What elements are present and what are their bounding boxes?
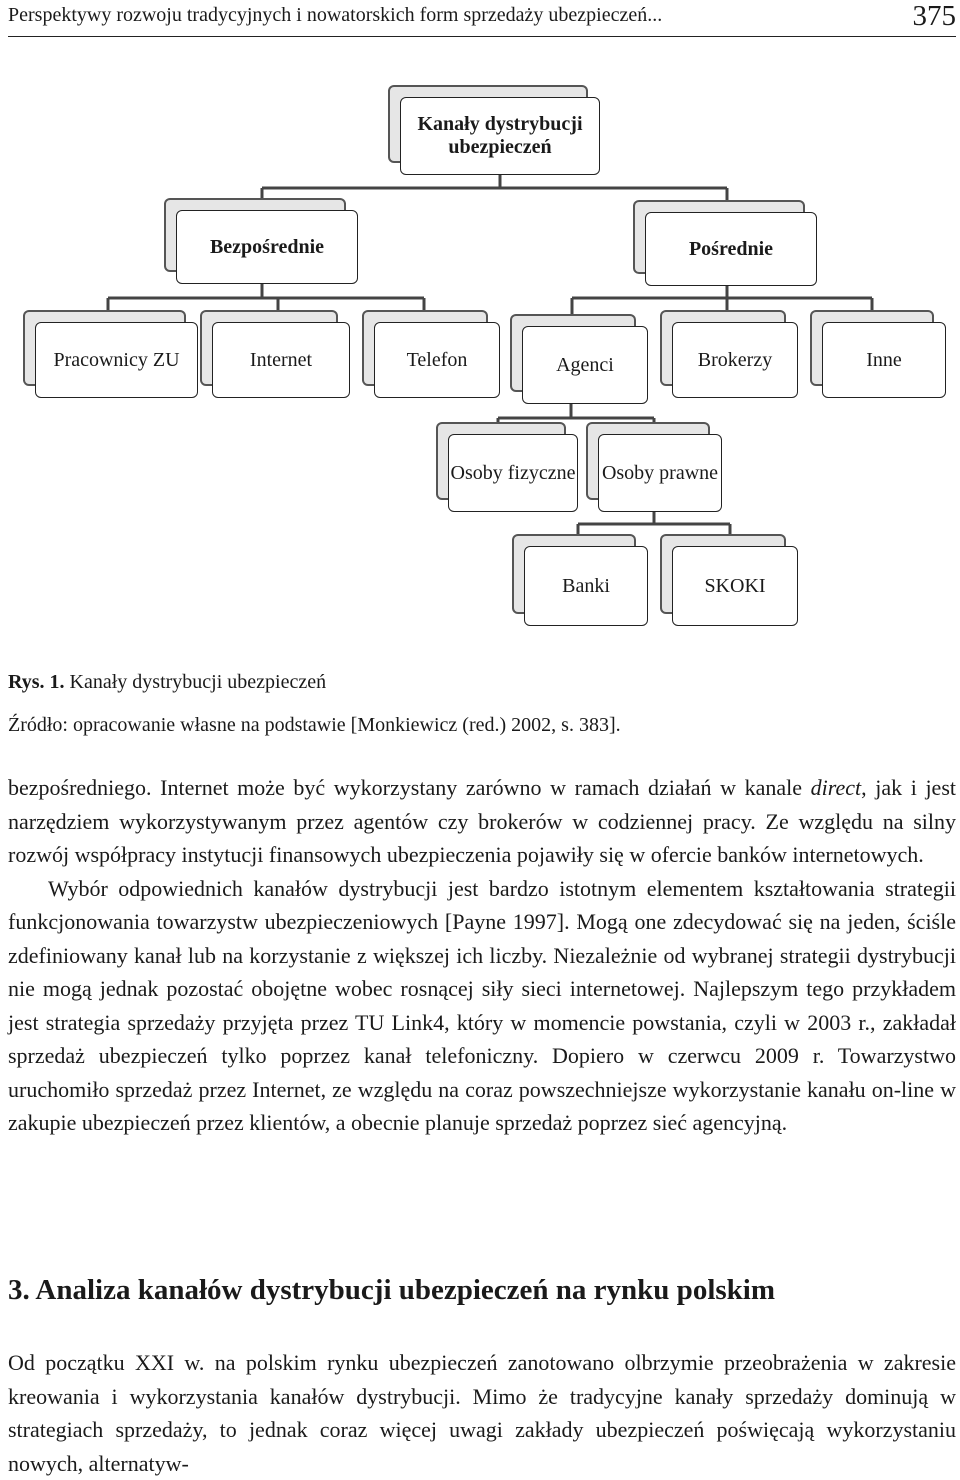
page-number: 375 bbox=[912, 0, 956, 32]
figure-source: Źródło: opracowanie własne na podstawie [Monkiewicz (red.) 2002, s. 383]. bbox=[8, 714, 621, 736]
node-indirect-label: Pośrednie bbox=[688, 237, 774, 260]
node-skoki bbox=[672, 546, 798, 626]
node-root-label: Kanały dystrybucji ubezpieczeń bbox=[417, 113, 583, 158]
node-agents bbox=[522, 326, 648, 404]
node-natural-persons bbox=[448, 434, 578, 512]
paragraph-1-part-b: , jak i jest narzędziem wykorzystywanym przez agentów czy brokerów w codziennej pracy. Ze względu na silny rozwój współpracy instytucji finansowych ubezpieczenia pojawiły się w ofercie banków internetowych. bbox=[8, 775, 956, 867]
node-employees-label: Pracownicy ZU bbox=[53, 348, 180, 371]
figure-label: Rys. 1. bbox=[8, 671, 65, 693]
diagram-connectors bbox=[0, 0, 960, 640]
figure-caption-text: Kanały dystrybucji ubezpieczeń bbox=[69, 671, 327, 693]
node-legal-persons bbox=[598, 434, 722, 512]
node-natural-persons-label: Osoby fizyczne bbox=[450, 461, 576, 484]
node-telephone-label: Telefon bbox=[406, 348, 468, 371]
paragraph-1-part-a: bezpośredniego. Internet może być wykorzystany zarówno w ramach działań w kanale bbox=[8, 775, 811, 800]
node-agents-label: Agenci bbox=[556, 353, 614, 376]
node-banks-label: Banki bbox=[562, 574, 610, 597]
node-internet-label: Internet bbox=[249, 348, 313, 371]
body-text-top bbox=[8, 771, 956, 1140]
node-direct-label: Bezpośrednie bbox=[209, 235, 325, 258]
paragraph-1 bbox=[8, 771, 956, 872]
node-brokers bbox=[672, 322, 798, 398]
paragraph-2: Wybór odpowiednich kanałów dystrybucji jest bardzo istotnym elementem kształtowania strategii funkcjonowania towarzystw ubezpieczeniowych [Payne 1997]. Mogą one zdecydować się na jeden, ściśle zdefiniowany kanał lub na korzystanie z większej ich liczby. Niezależnie od wybranej strategii dystrybucji nie mogą jednak pozostać obojętne wobec rosnącej siły sieci internetowej. Najlepszym tego przykładem jest strategia sprzedaży przyjęta przez TU Link4, który w momencie powstania, czyli w 2003 r., zakładał sprzedaż ubezpieczeń tylko poprzez kanał telefoniczny. Dopiero w czerwcu 2009 r. Towarzystwo uruchomiło sprzedaż przez Internet, ze względu na coraz powszechniejsze wykorzystanie kanału on-line w zakupie ubezpieczeń przez klientów, a obecnie planuje sprzedaż poprzez sieć agencyjną. bbox=[8, 875, 956, 1135]
node-root bbox=[400, 97, 600, 175]
paragraph-1-emphasis: direct bbox=[810, 775, 862, 800]
node-legal-persons-label: Osoby prawne bbox=[601, 461, 719, 484]
section-heading: 3. Analiza kanałów dystrybucji ubezpieczeń na rynku polskim bbox=[8, 1274, 775, 1306]
paragraph-3: Od początku XXI w. na polskim rynku ubezpieczeń zanotowano olbrzymie przeobrażenia w zakresie kreowania i wykorzystania kanałów dystrybucji. Mimo że tradycyjne kanały sprzedaży dominują w strategiach sprzedaży, to jednak coraz więcej uwagi zakłady ubezpieczeń poświęcają wykorzystaniu nowych, alternatyw- bbox=[8, 1350, 956, 1476]
node-indirect bbox=[645, 212, 817, 286]
figure-caption bbox=[8, 671, 326, 694]
running-title: Perspektywy rozwoju tradycyjnych i nowatorskich form sprzedaży ubezpieczeń... bbox=[8, 4, 663, 26]
node-employees bbox=[35, 322, 198, 398]
node-direct bbox=[176, 210, 358, 284]
node-brokers-label: Brokerzy bbox=[697, 348, 773, 371]
node-telephone bbox=[374, 322, 500, 398]
node-other-label: Inne bbox=[866, 348, 902, 371]
distribution-channels-diagram bbox=[0, 0, 960, 640]
node-other bbox=[822, 322, 946, 398]
node-skoki-label: SKOKI bbox=[704, 574, 766, 597]
node-banks bbox=[524, 546, 648, 626]
node-internet bbox=[212, 322, 350, 398]
